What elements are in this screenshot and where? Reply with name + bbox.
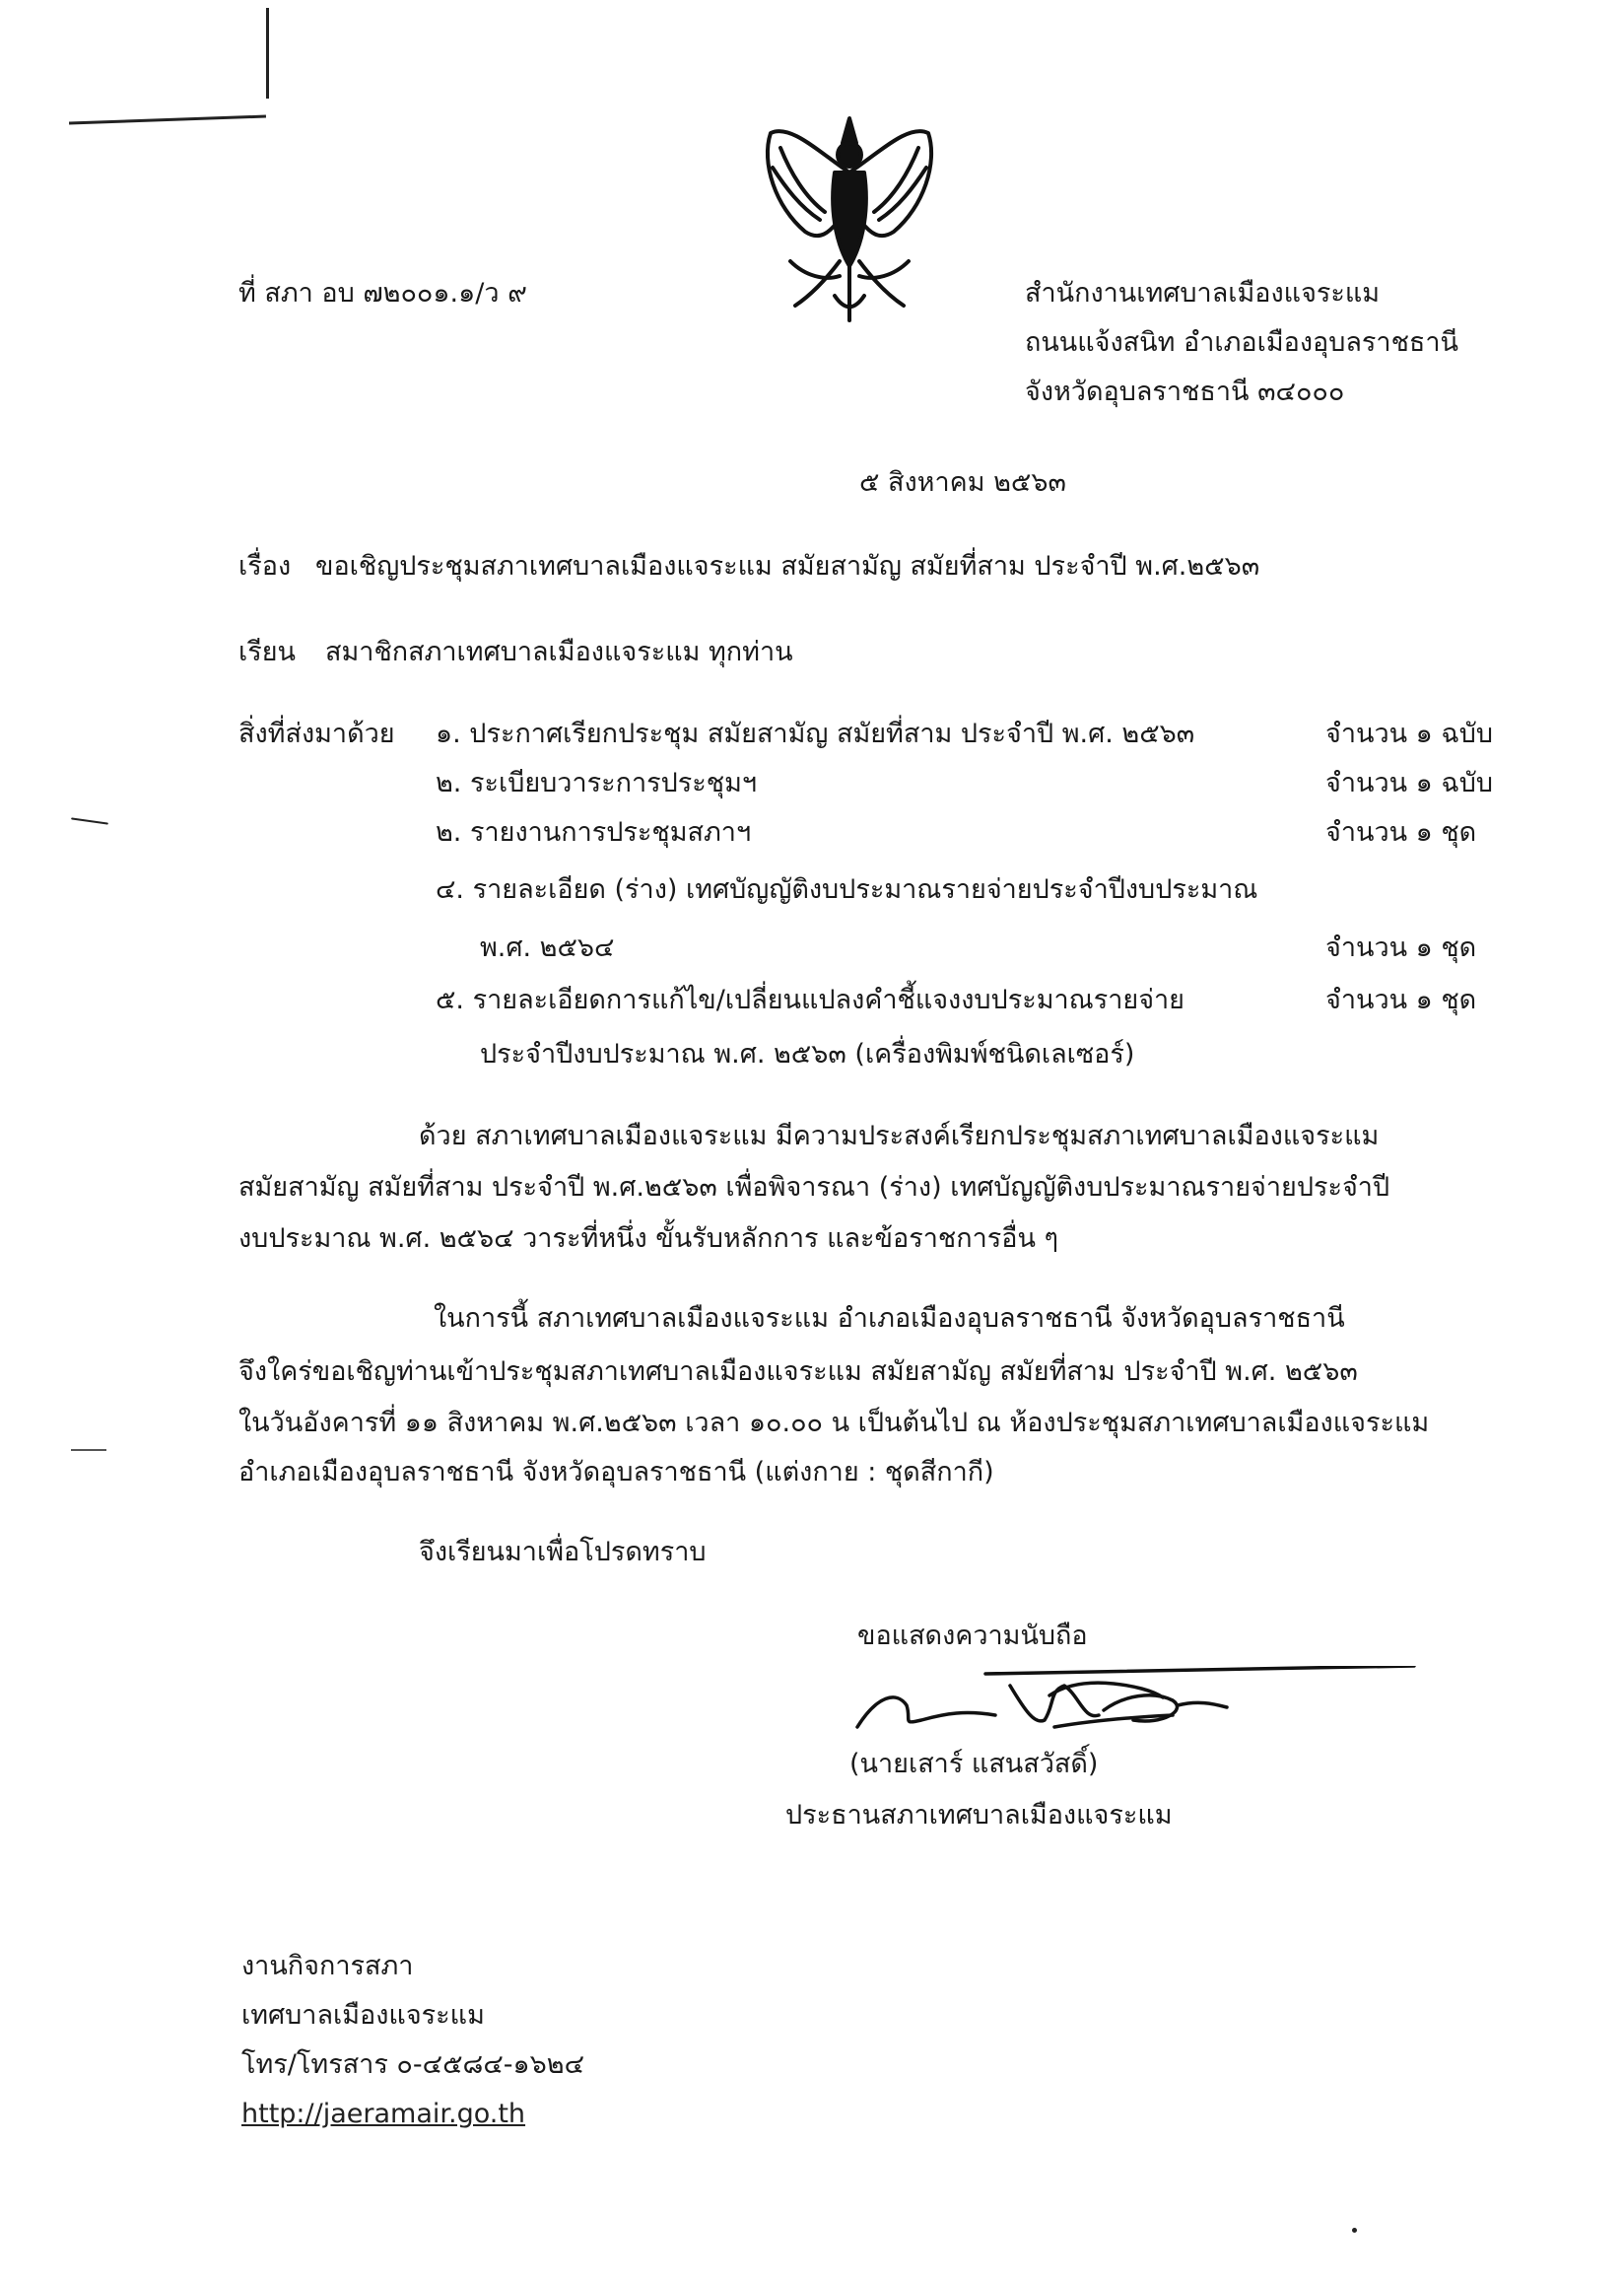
enclosure-qty: จำนวน ๑ ฉบับ bbox=[1325, 768, 1494, 798]
reference-number: ที่ สภา อบ ๗๒๐๐๑.๑/ว ๙ bbox=[238, 278, 527, 309]
garuda-emblem-icon bbox=[751, 113, 948, 325]
scan-mark-left-2 bbox=[71, 1449, 106, 1451]
enclosure-item: ๒. รายงานการประชุมสภาฯ bbox=[436, 817, 752, 848]
sender-address-line-1: สำนักงานเทศบาลเมืองแจระแม bbox=[1025, 278, 1381, 309]
footer-phone: โทร/โทรสาร ๐-๔๕๘๔-๑๖๒๔ bbox=[241, 2049, 585, 2080]
scan-dot bbox=[1352, 2228, 1357, 2233]
paragraph-1-line: งบประมาณ พ.ศ. ๒๕๖๔ วาระที่หนึ่ง ขั้นรับหลักการ และข้อราชการอื่น ๆ bbox=[238, 1223, 1058, 1254]
sender-address-line-3: จังหวัดอุบลราชธานี ๓๔๐๐๐ bbox=[1025, 377, 1345, 407]
enclosure-qty: จำนวน ๑ ชุด bbox=[1325, 817, 1477, 848]
enclosures-label: สิ่งที่ส่งมาด้วย bbox=[238, 719, 395, 749]
footer-unit: งานกิจการสภา bbox=[241, 1951, 414, 1981]
enclosure-qty: จำนวน ๑ ชุด bbox=[1325, 985, 1477, 1015]
to-text: สมาชิกสภาเทศบาลเมืองแจระแม ทุกท่าน bbox=[325, 637, 793, 667]
enclosure-item: ๔. รายละเอียด (ร่าง) เทศบัญญัติงบประมาณรายจ่ายประจำปีงบประมาณ bbox=[436, 874, 1258, 905]
scan-mark-vertical bbox=[266, 8, 269, 99]
paragraph-2-line: ในวันอังคารที่ ๑๑ สิงหาคม พ.ศ.๒๕๖๓ เวลา ๑๐.๐๐ น เป็นต้นไป ณ ห้องประชุมสภาเทศบาลเมืองแจระแม bbox=[238, 1408, 1430, 1438]
subject-label: เรื่อง bbox=[238, 551, 292, 582]
signer-name: (นายเสาร์ แสนสวัสดิ์) bbox=[849, 1749, 1099, 1779]
scan-mark-horizontal bbox=[69, 115, 266, 125]
footer-org: เทศบาลเมืองแจระแม bbox=[241, 2000, 485, 2031]
complimentary-close: ขอแสดงความนับถือ bbox=[857, 1621, 1088, 1651]
enclosure-qty: จำนวน ๑ ฉบับ bbox=[1325, 719, 1494, 749]
subject-text: ขอเชิญประชุมสภาเทศบาลเมืองแจระแม สมัยสามัญ สมัยที่สาม ประจำปี พ.ศ.๒๕๖๓ bbox=[315, 551, 1260, 582]
enclosure-item: ๑. ประกาศเรียกประชุม สมัยสามัญ สมัยที่สาม ประจำปี พ.ศ. ๒๕๖๓ bbox=[436, 719, 1195, 749]
handwritten-signature bbox=[838, 1666, 1429, 1755]
to-label: เรียน bbox=[238, 637, 297, 667]
closing-line: จึงเรียนมาเพื่อโปรดทราบ bbox=[419, 1537, 707, 1567]
paragraph-2-line: จึงใคร่ขอเชิญท่านเข้าประชุมสภาเทศบาลเมืองแจระแม สมัยสามัญ สมัยที่สาม ประจำปี พ.ศ. ๒๕๖๓ bbox=[238, 1356, 1358, 1387]
enclosure-item: ๒. ระเบียบวาระการประชุมฯ bbox=[436, 768, 758, 798]
enclosure-item: พ.ศ. ๒๕๖๔ bbox=[480, 933, 615, 963]
paragraph-1-line: สมัยสามัญ สมัยที่สาม ประจำปี พ.ศ.๒๕๖๓ เพื่อพิจารณา (ร่าง) เทศบัญญัติงบประมาณรายจ่ายประจำปี bbox=[238, 1172, 1390, 1203]
signer-position: ประธานสภาเทศบาลเมืองแจระแม bbox=[785, 1800, 1173, 1831]
letter-date: ๕ สิงหาคม ๒๕๖๓ bbox=[859, 467, 1066, 498]
enclosure-qty: จำนวน ๑ ชุด bbox=[1325, 933, 1477, 963]
paragraph-1-line: ด้วย สภาเทศบาลเมืองแจระแม มีความประสงค์เรียกประชุมสภาเทศบาลเมืองแจระแม bbox=[419, 1121, 1380, 1151]
sender-address-line-2: ถนนแจ้งสนิท อำเภอเมืองอุบลราชธานี bbox=[1025, 327, 1459, 358]
scan-mark-left-1 bbox=[71, 817, 108, 824]
paragraph-2-line: ในการนี้ สภาเทศบาลเมืองแจระแม อำเภอเมืองอุบลราชธานี จังหวัดอุบลราชธานี bbox=[434, 1303, 1345, 1334]
paragraph-2-line: อำเภอเมืองอุบลราชธานี จังหวัดอุบลราชธานี (แต่งกาย : ชุดสีกากี) bbox=[238, 1457, 994, 1487]
website-link[interactable]: http://jaeramair.go.th bbox=[241, 2099, 526, 2129]
enclosure-item: ๕. รายละเอียดการแก้ไข/เปลี่ยนแปลงคำชี้แจงงบประมาณรายจ่าย bbox=[436, 985, 1184, 1015]
enclosure-item: ประจำปีงบประมาณ พ.ศ. ๒๕๖๓ (เครื่องพิมพ์ชนิดเลเซอร์) bbox=[480, 1039, 1135, 1070]
